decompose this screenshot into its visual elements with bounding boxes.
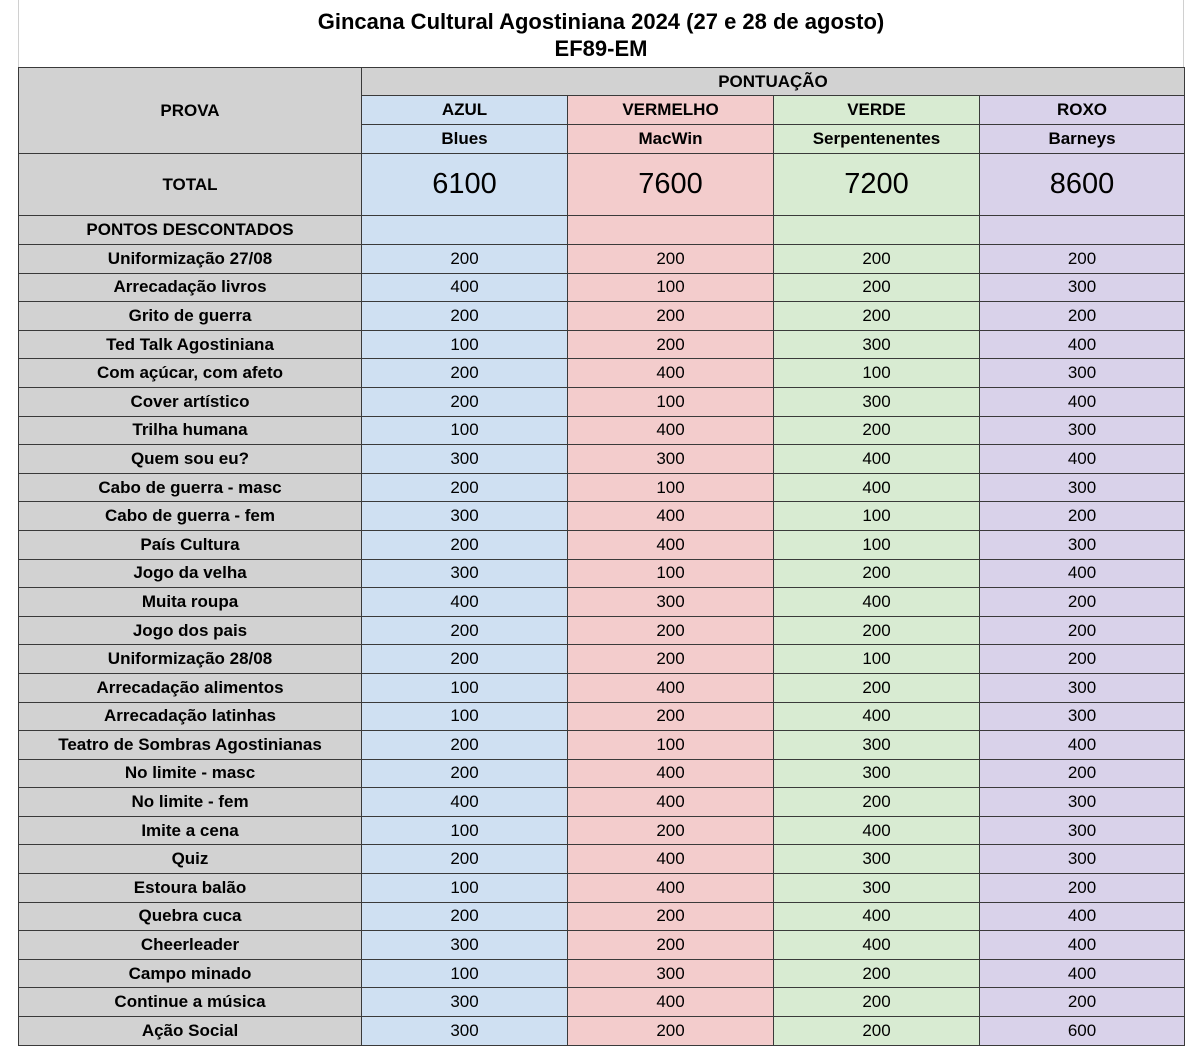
score-cell-azul: 400 xyxy=(362,273,568,302)
score-cell-vermelho: 200 xyxy=(568,1017,774,1046)
score-cell-vermelho: 100 xyxy=(568,559,774,588)
score-cell-vermelho: 400 xyxy=(568,530,774,559)
score-cell-verde: 300 xyxy=(774,731,980,760)
score-cell-roxo: 200 xyxy=(980,588,1185,617)
team-color-roxo: ROXO xyxy=(980,96,1185,125)
score-cell-azul: 100 xyxy=(362,959,568,988)
team-name-azul: Blues xyxy=(362,125,568,154)
row-prova-label: No limite - masc xyxy=(19,759,362,788)
score-cell-roxo: 200 xyxy=(980,502,1185,531)
row-prova-label: Teatro de Sombras Agostinianas xyxy=(19,731,362,760)
page-title xyxy=(18,8,1184,62)
score-cell-verde: 200 xyxy=(774,416,980,445)
score-cell-vermelho: 400 xyxy=(568,673,774,702)
score-cell-roxo: 300 xyxy=(980,816,1185,845)
table-row xyxy=(19,759,1185,788)
score-cell-verde: 400 xyxy=(774,816,980,845)
score-cell-vermelho: 100 xyxy=(568,473,774,502)
total-vermelho: 7600 xyxy=(568,154,774,216)
table-row xyxy=(19,959,1185,988)
row-prova-label: No limite - fem xyxy=(19,788,362,817)
score-cell-vermelho: 400 xyxy=(568,416,774,445)
table-row xyxy=(19,616,1185,645)
score-cell-azul: 100 xyxy=(362,330,568,359)
score-cell-roxo: 300 xyxy=(980,416,1185,445)
score-cell-verde: 400 xyxy=(774,702,980,731)
score-cell-vermelho: 200 xyxy=(568,330,774,359)
score-cell-roxo: 300 xyxy=(980,473,1185,502)
team-color-vermelho: VERMELHO xyxy=(568,96,774,125)
table-row xyxy=(19,530,1185,559)
score-cell-roxo: 300 xyxy=(980,788,1185,817)
score-cell-azul: 400 xyxy=(362,588,568,617)
table-row xyxy=(19,1017,1185,1046)
table-row xyxy=(19,816,1185,845)
row-prova-label: Arrecadação latinhas xyxy=(19,702,362,731)
row-prova-label: Uniformização 27/08 xyxy=(19,245,362,274)
score-cell-vermelho: 200 xyxy=(568,816,774,845)
row-prova-label: Cover artístico xyxy=(19,387,362,416)
score-cell-vermelho: 200 xyxy=(568,931,774,960)
score-cell-azul: 200 xyxy=(362,645,568,674)
row-prova-label: Com açúcar, com afeto xyxy=(19,359,362,388)
table-row xyxy=(19,330,1185,359)
descontados-vermelho xyxy=(568,216,774,245)
score-cell-roxo: 400 xyxy=(980,387,1185,416)
score-cell-roxo: 200 xyxy=(980,302,1185,331)
table-row xyxy=(19,302,1185,331)
score-cell-azul: 300 xyxy=(362,559,568,588)
score-table-header xyxy=(19,68,1185,154)
row-prova-label: Quebra cuca xyxy=(19,902,362,931)
score-cell-vermelho: 400 xyxy=(568,788,774,817)
score-cell-roxo: 400 xyxy=(980,559,1185,588)
score-cell-roxo: 300 xyxy=(980,702,1185,731)
score-cell-azul: 200 xyxy=(362,731,568,760)
score-cell-roxo: 400 xyxy=(980,330,1185,359)
row-prova-label: Campo minado xyxy=(19,959,362,988)
team-color-azul: AZUL xyxy=(362,96,568,125)
row-prova-label: Uniformização 28/08 xyxy=(19,645,362,674)
score-cell-roxo: 200 xyxy=(980,616,1185,645)
score-cell-verde: 300 xyxy=(774,759,980,788)
score-cell-verde: 400 xyxy=(774,473,980,502)
score-cell-azul: 300 xyxy=(362,502,568,531)
score-table-body xyxy=(19,154,1185,1046)
row-prova-label: Imite a cena xyxy=(19,816,362,845)
score-cell-vermelho: 400 xyxy=(568,759,774,788)
score-cell-azul: 200 xyxy=(362,302,568,331)
table-row xyxy=(19,359,1185,388)
table-row xyxy=(19,874,1185,903)
score-cell-roxo: 300 xyxy=(980,273,1185,302)
team-color-verde: VERDE xyxy=(774,96,980,125)
score-table xyxy=(18,67,1185,1046)
total-label: TOTAL xyxy=(19,154,362,216)
score-cell-verde: 400 xyxy=(774,588,980,617)
table-row xyxy=(19,245,1185,274)
score-cell-verde: 100 xyxy=(774,530,980,559)
score-cell-verde: 400 xyxy=(774,445,980,474)
table-row xyxy=(19,702,1185,731)
table-row xyxy=(19,731,1185,760)
score-cell-azul: 200 xyxy=(362,616,568,645)
table-row xyxy=(19,473,1185,502)
score-cell-verde: 300 xyxy=(774,330,980,359)
score-cell-vermelho: 300 xyxy=(568,959,774,988)
score-cell-roxo: 300 xyxy=(980,845,1185,874)
table-row xyxy=(19,502,1185,531)
score-cell-azul: 400 xyxy=(362,788,568,817)
row-prova-label: Trilha humana xyxy=(19,416,362,445)
descontados-label: PONTOS DESCONTADOS xyxy=(19,216,362,245)
title-line-2: EF89-EM xyxy=(554,36,648,61)
descontados-verde xyxy=(774,216,980,245)
score-cell-azul: 200 xyxy=(362,245,568,274)
score-cell-roxo: 200 xyxy=(980,645,1185,674)
row-prova-label: Jogo da velha xyxy=(19,559,362,588)
descontados-azul xyxy=(362,216,568,245)
score-cell-vermelho: 200 xyxy=(568,702,774,731)
score-cell-azul: 100 xyxy=(362,702,568,731)
table-row xyxy=(19,416,1185,445)
team-name-verde: Serpentenentes xyxy=(774,125,980,154)
score-cell-vermelho: 200 xyxy=(568,616,774,645)
score-cell-verde: 300 xyxy=(774,845,980,874)
row-prova-label: Arrecadação alimentos xyxy=(19,673,362,702)
score-cell-roxo: 400 xyxy=(980,731,1185,760)
score-cell-azul: 100 xyxy=(362,874,568,903)
score-cell-azul: 300 xyxy=(362,1017,568,1046)
score-cell-roxo: 400 xyxy=(980,931,1185,960)
header-prova: PROVA xyxy=(19,68,362,154)
row-prova-label: Cabo de guerra - fem xyxy=(19,502,362,531)
total-verde: 7200 xyxy=(774,154,980,216)
score-cell-verde: 200 xyxy=(774,788,980,817)
score-cell-azul: 200 xyxy=(362,902,568,931)
score-cell-verde: 200 xyxy=(774,959,980,988)
team-name-vermelho: MacWin xyxy=(568,125,774,154)
score-cell-vermelho: 200 xyxy=(568,645,774,674)
score-cell-azul: 300 xyxy=(362,988,568,1017)
row-prova-label: Muita roupa xyxy=(19,588,362,617)
score-cell-vermelho: 100 xyxy=(568,387,774,416)
score-cell-roxo: 300 xyxy=(980,673,1185,702)
score-cell-azul: 200 xyxy=(362,530,568,559)
score-cell-verde: 100 xyxy=(774,645,980,674)
score-cell-vermelho: 400 xyxy=(568,874,774,903)
row-prova-label: Grito de guerra xyxy=(19,302,362,331)
table-row xyxy=(19,387,1185,416)
table-row xyxy=(19,931,1185,960)
score-cell-verde: 300 xyxy=(774,387,980,416)
score-cell-vermelho: 400 xyxy=(568,845,774,874)
score-cell-vermelho: 100 xyxy=(568,731,774,760)
row-prova-label: Ação Social xyxy=(19,1017,362,1046)
score-cell-vermelho: 200 xyxy=(568,302,774,331)
table-row xyxy=(19,845,1185,874)
score-cell-roxo: 200 xyxy=(980,988,1185,1017)
score-cell-roxo: 200 xyxy=(980,874,1185,903)
table-row xyxy=(19,559,1185,588)
row-prova-label: Quiz xyxy=(19,845,362,874)
score-cell-vermelho: 200 xyxy=(568,902,774,931)
score-cell-verde: 400 xyxy=(774,931,980,960)
table-row xyxy=(19,902,1185,931)
score-cell-roxo: 400 xyxy=(980,445,1185,474)
score-cell-roxo: 400 xyxy=(980,902,1185,931)
score-cell-roxo: 400 xyxy=(980,959,1185,988)
score-cell-verde: 100 xyxy=(774,502,980,531)
row-prova-label: Jogo dos pais xyxy=(19,616,362,645)
title-line-1: Gincana Cultural Agostiniana 2024 (27 e 28 de agosto) xyxy=(317,9,885,34)
score-cell-roxo: 300 xyxy=(980,530,1185,559)
score-cell-verde: 400 xyxy=(774,902,980,931)
row-prova-label: Quem sou eu? xyxy=(19,445,362,474)
header-pontuacao: PONTUAÇÃO xyxy=(362,68,1185,96)
total-row xyxy=(19,154,1185,216)
score-cell-azul: 200 xyxy=(362,359,568,388)
total-azul: 6100 xyxy=(362,154,568,216)
table-row xyxy=(19,673,1185,702)
score-cell-verde: 200 xyxy=(774,1017,980,1046)
score-cell-verde: 200 xyxy=(774,673,980,702)
score-cell-azul: 200 xyxy=(362,473,568,502)
score-cell-verde: 200 xyxy=(774,273,980,302)
score-cell-vermelho: 400 xyxy=(568,359,774,388)
score-cell-azul: 100 xyxy=(362,673,568,702)
score-cell-vermelho: 300 xyxy=(568,445,774,474)
score-cell-roxo: 200 xyxy=(980,759,1185,788)
total-roxo: 8600 xyxy=(980,154,1185,216)
score-cell-vermelho: 400 xyxy=(568,502,774,531)
score-cell-verde: 200 xyxy=(774,988,980,1017)
score-cell-azul: 200 xyxy=(362,759,568,788)
score-cell-roxo: 300 xyxy=(980,359,1185,388)
table-row xyxy=(19,788,1185,817)
score-cell-verde: 200 xyxy=(774,616,980,645)
score-cell-verde: 200 xyxy=(774,559,980,588)
row-prova-label: Cheerleader xyxy=(19,931,362,960)
row-prova-label: País Cultura xyxy=(19,530,362,559)
score-cell-azul: 100 xyxy=(362,816,568,845)
table-row xyxy=(19,273,1185,302)
score-cell-verde: 300 xyxy=(774,874,980,903)
score-cell-vermelho: 200 xyxy=(568,245,774,274)
score-cell-verde: 100 xyxy=(774,359,980,388)
score-cell-vermelho: 300 xyxy=(568,588,774,617)
descontados-roxo xyxy=(980,216,1185,245)
score-cell-verde: 200 xyxy=(774,302,980,331)
score-cell-vermelho: 100 xyxy=(568,273,774,302)
team-name-roxo: Barneys xyxy=(980,125,1185,154)
row-prova-label: Continue a música xyxy=(19,988,362,1017)
row-prova-label: Arrecadação livros xyxy=(19,273,362,302)
table-row xyxy=(19,588,1185,617)
row-prova-label: Cabo de guerra - masc xyxy=(19,473,362,502)
descontados-row xyxy=(19,216,1185,245)
score-cell-vermelho: 400 xyxy=(568,988,774,1017)
score-cell-roxo: 600 xyxy=(980,1017,1185,1046)
score-cell-azul: 300 xyxy=(362,445,568,474)
score-cell-roxo: 200 xyxy=(980,245,1185,274)
score-cell-azul: 100 xyxy=(362,416,568,445)
score-cell-verde: 200 xyxy=(774,245,980,274)
table-row xyxy=(19,645,1185,674)
row-prova-label: Ted Talk Agostiniana xyxy=(19,330,362,359)
score-cell-azul: 200 xyxy=(362,845,568,874)
score-cell-azul: 300 xyxy=(362,931,568,960)
table-row xyxy=(19,988,1185,1017)
score-cell-azul: 200 xyxy=(362,387,568,416)
row-prova-label: Estoura balão xyxy=(19,874,362,903)
table-row xyxy=(19,445,1185,474)
